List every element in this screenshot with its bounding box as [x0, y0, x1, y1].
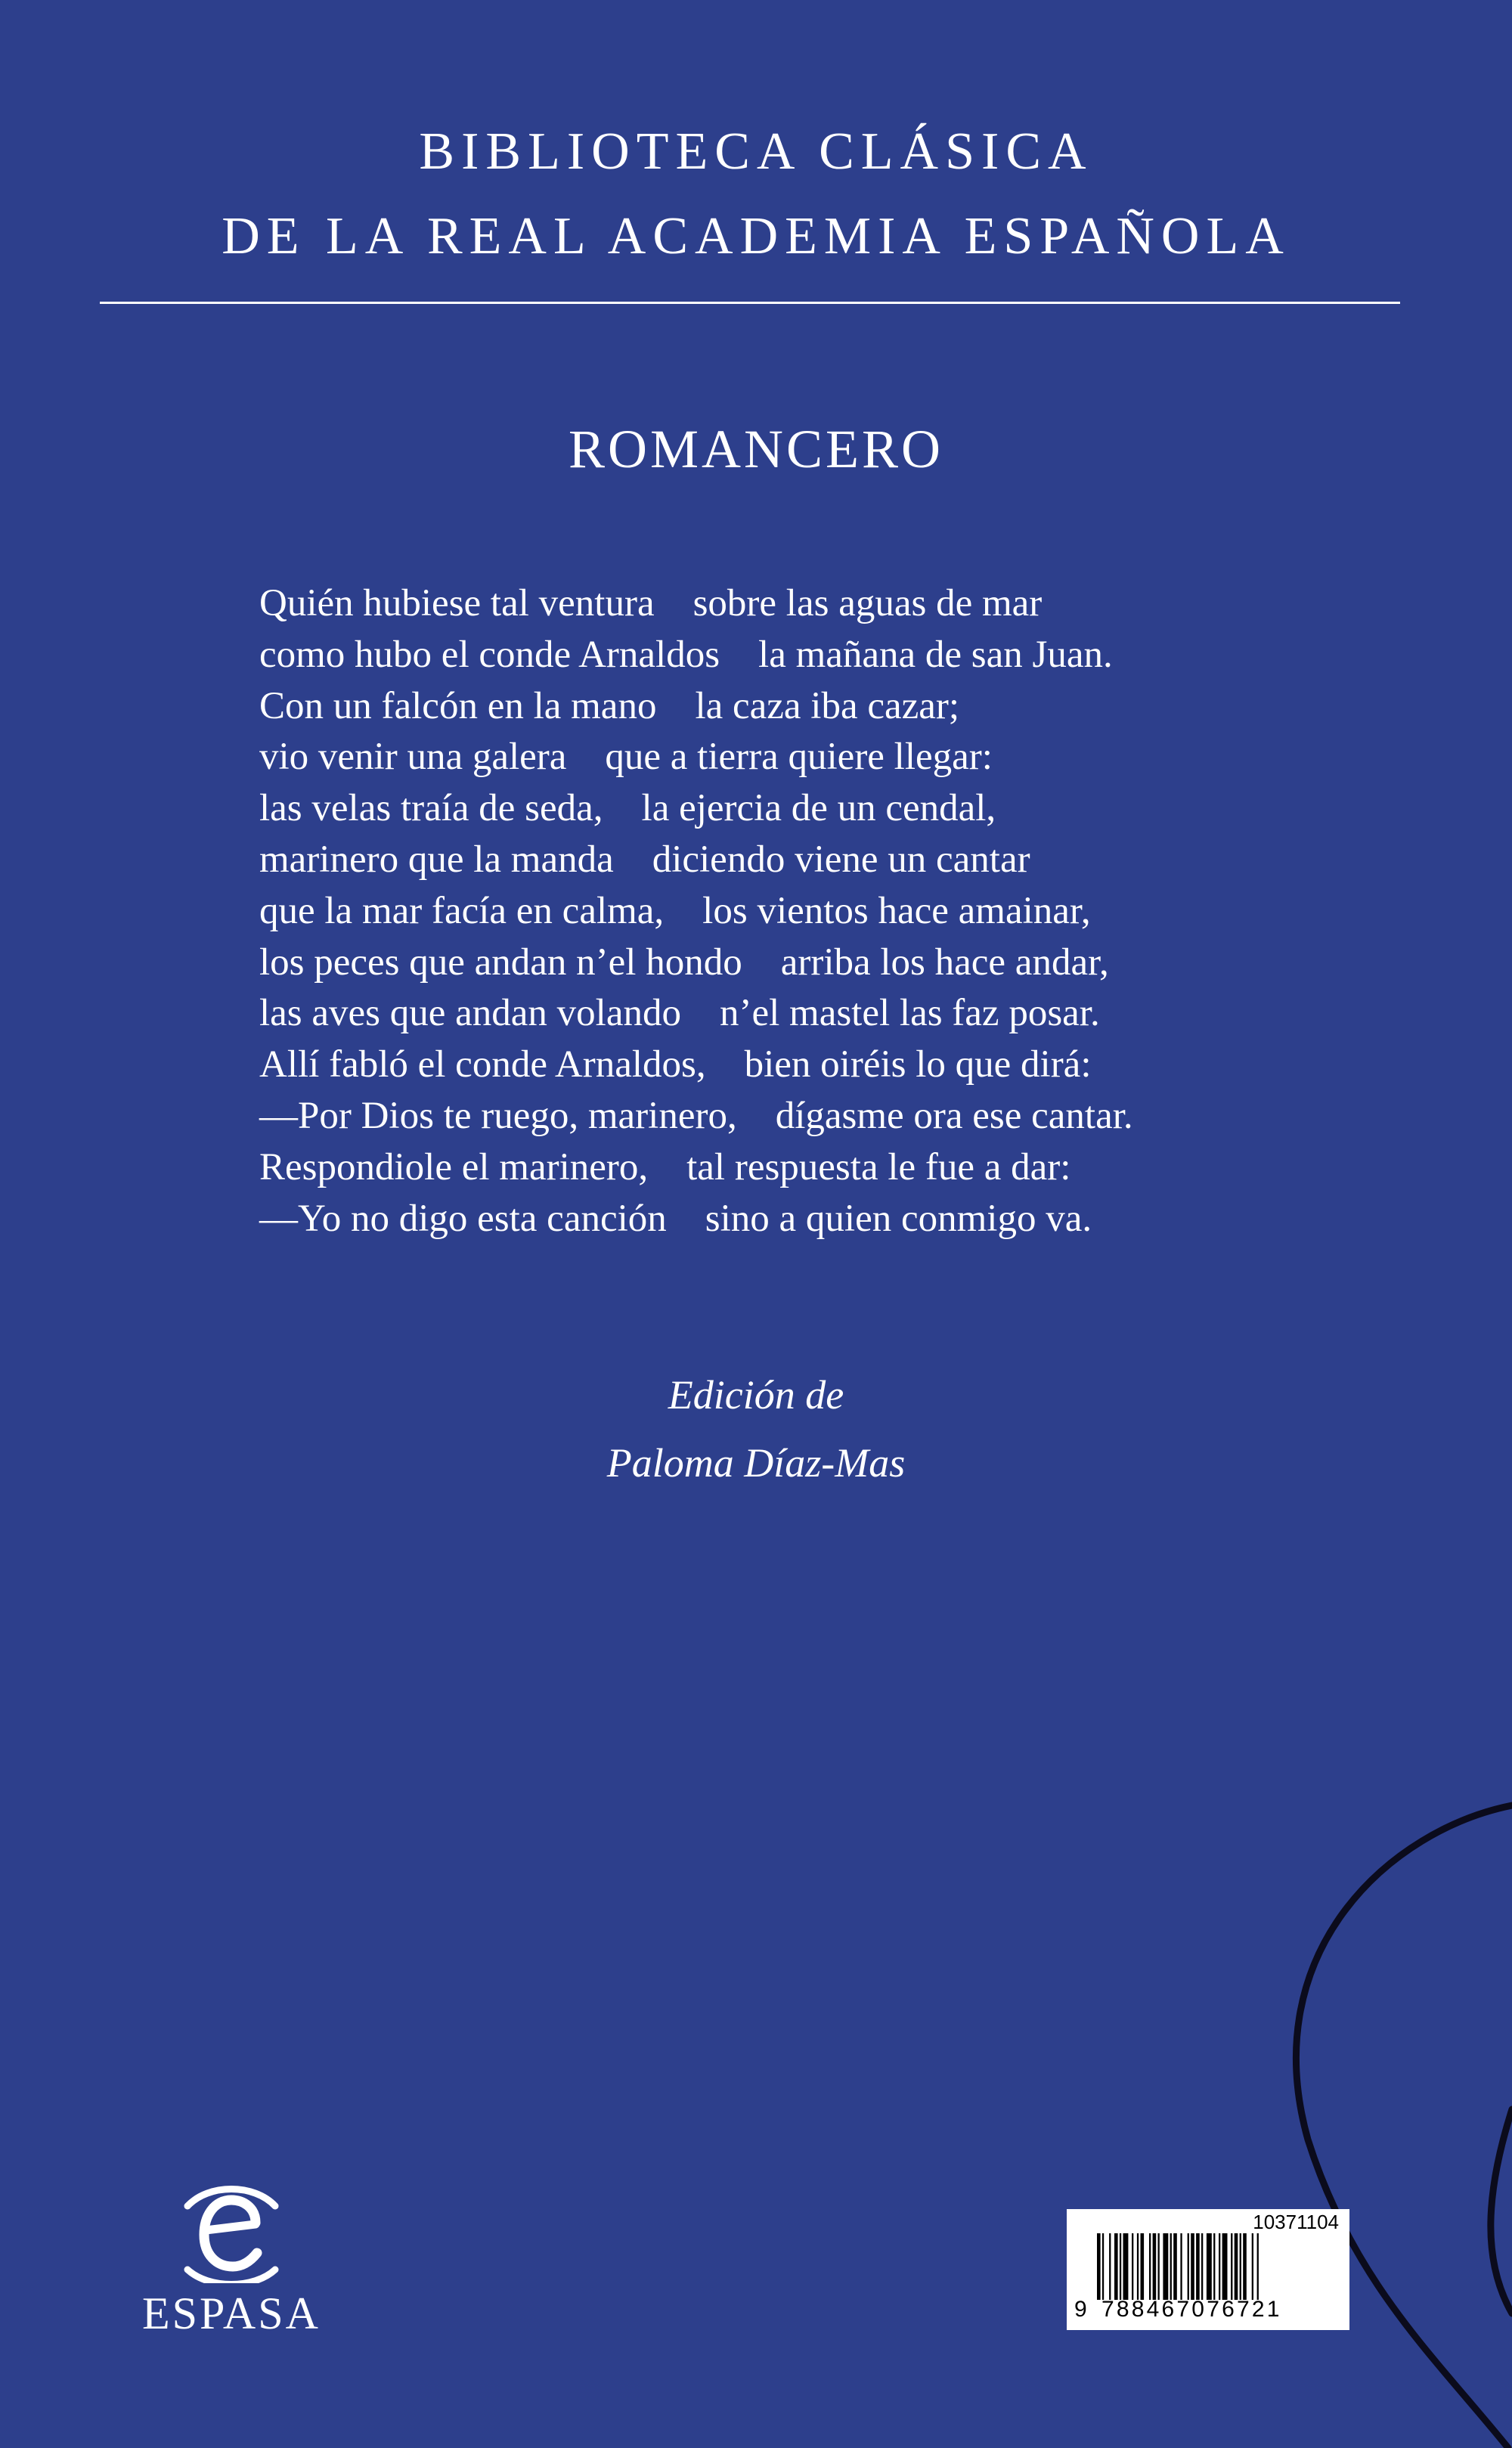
barcode-bar — [1137, 2233, 1139, 2300]
barcode-bar — [1158, 2233, 1160, 2300]
poem-line: Allí fabló el conde Arnaldos, bien oiréis lo que dirá: — [259, 1043, 1092, 1086]
barcode-bar — [1201, 2233, 1203, 2300]
barcode-bar — [1141, 2233, 1145, 2300]
barcode-bar — [1188, 2233, 1189, 2300]
barcode-bar — [1132, 2233, 1133, 2300]
barcode-first-digit: 9 — [1074, 2297, 1087, 2322]
series-title-line-1: BIBLIOTECA CLÁSICA — [419, 122, 1093, 181]
barcode-internal-code: 10371104 — [1253, 2211, 1339, 2233]
barcode-bar — [1191, 2233, 1194, 2300]
poem-line: Quién hubiese tal ventura sobre las aguas de mar — [259, 582, 1043, 624]
barcode-digits: 788467076721 — [1101, 2297, 1282, 2322]
barcode-bar — [1109, 2233, 1111, 2300]
publisher-name: ESPASA — [142, 2288, 321, 2338]
book-title: ROMANCERO — [568, 419, 944, 479]
poem-line: que la mar facía en calma, los vientos hace amainar, — [259, 889, 1091, 932]
poem-line: Respondiole el marinero, tal respuesta le fue a dar: — [259, 1145, 1071, 1188]
series-title-line-2: DE LA REAL ACADEMIA ESPAÑOLA — [222, 207, 1290, 265]
barcode-bar — [1252, 2233, 1253, 2300]
barcode-bar — [1170, 2233, 1172, 2300]
barcode-bar — [1219, 2233, 1220, 2300]
poem-line: las aves que andan volando n’el mastel las faz posar. — [259, 992, 1100, 1035]
barcode-bar — [1257, 2233, 1259, 2300]
barcode-bar — [1123, 2233, 1129, 2300]
editor-name: Paloma Díaz-Mas — [606, 1440, 906, 1486]
barcode-bar — [1180, 2233, 1182, 2300]
barcode-bar — [1240, 2233, 1241, 2300]
publisher-logo — [133, 2162, 330, 2344]
barcode-bar — [1243, 2233, 1247, 2300]
poem-line: las velas traía de seda, la ejercia de un cendal, — [259, 787, 996, 830]
barcode-bar — [1213, 2233, 1215, 2300]
poem-line: —Por Dios te ruego, marinero, dígasme ora ese cantar. — [259, 1094, 1133, 1137]
poem-line: —Yo no digo esta canción sino a quien conmigo va. — [259, 1197, 1092, 1240]
poem-line: los peces que andan n’el hondo arriba los hace andar, — [259, 940, 1109, 984]
barcode — [1067, 2209, 1349, 2330]
barcode-bar — [1149, 2233, 1151, 2300]
barcode-bar — [1120, 2233, 1121, 2300]
ean13-barcode-icon — [1097, 2233, 1324, 2301]
barcode-bar — [1153, 2233, 1157, 2300]
barcode-bar — [1235, 2233, 1238, 2300]
barcode-bar — [1207, 2233, 1212, 2300]
barcode-bar — [1196, 2233, 1200, 2300]
barcode-bar — [1222, 2233, 1228, 2300]
edition-label: Edición de — [668, 1372, 844, 1418]
barcode-bar — [1114, 2233, 1118, 2300]
barcode-bar — [1231, 2233, 1232, 2300]
poem-line: marinero que la manda diciendo viene un cantar — [259, 838, 1030, 881]
poem-line: como hubo el conde Arnaldos la mañana de san Juan. — [259, 633, 1113, 676]
barcode-bar — [1097, 2233, 1101, 2300]
barcode-bar — [1102, 2233, 1104, 2300]
poem-line: vio venir una galera que a tierra quiere llegar: — [259, 736, 993, 779]
poem-line: Con un falcón en la mano la caza iba cazar; — [259, 684, 960, 727]
barcode-bar — [1173, 2233, 1177, 2300]
espasa-e-logo-icon — [171, 2162, 292, 2283]
barcode-bar — [1163, 2233, 1168, 2300]
